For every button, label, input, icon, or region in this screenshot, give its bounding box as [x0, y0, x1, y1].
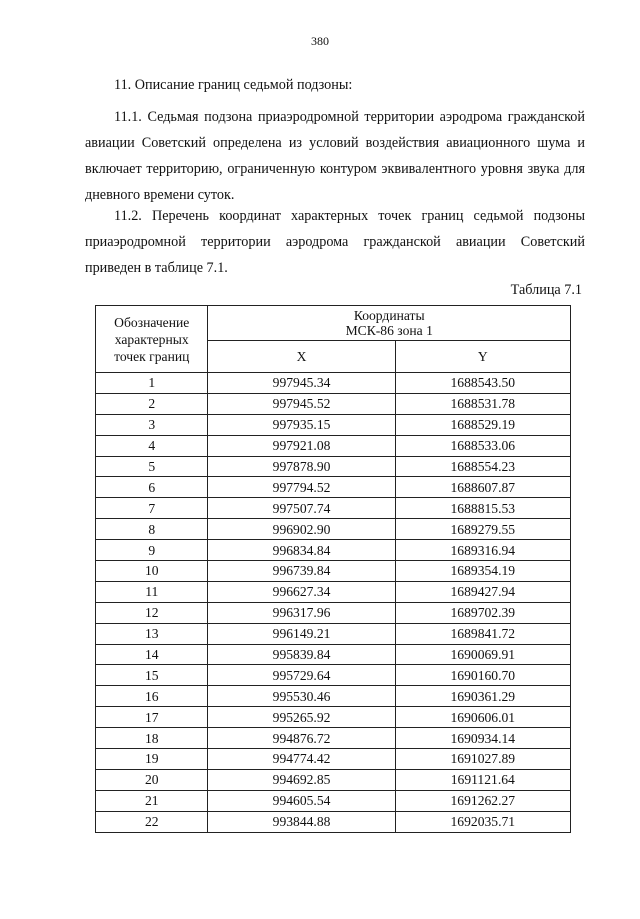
- table-row: [96, 498, 571, 519]
- coord-x: 997935.15: [208, 414, 395, 435]
- coord-x: 995839.84: [208, 644, 395, 665]
- coord-x: 997507.74: [208, 498, 395, 519]
- point-number: 10: [96, 561, 208, 582]
- point-number: 20: [96, 769, 208, 790]
- coordinates-table: [95, 305, 571, 833]
- point-number: 1: [96, 373, 208, 394]
- point-number: 17: [96, 707, 208, 728]
- coord-x: 994774.42: [208, 749, 395, 770]
- coord-y: 1688815.53: [395, 498, 570, 519]
- point-number: 18: [96, 728, 208, 749]
- coord-y: 1691121.64: [395, 769, 570, 790]
- table-row: [96, 435, 571, 456]
- coord-y: 1689279.55: [395, 519, 570, 540]
- paragraph-11-1: 11.1. Седьмая подзона приаэродромной территории аэродрома гражданской авиации Советский определена из условий воздействия авиационного шума и включает территорию, ограниченную контуром эквивалентного уровня звука для дневного времени суток.: [85, 109, 585, 203]
- coord-x: 997921.08: [208, 435, 395, 456]
- coord-x: 997794.52: [208, 477, 395, 498]
- header-coordinates: Координаты МСК-86 зона 1: [208, 306, 571, 341]
- coord-x: 997945.34: [208, 373, 395, 394]
- point-number: 16: [96, 686, 208, 707]
- coord-x: 996627.34: [208, 581, 395, 602]
- coord-y: 1692035.71: [395, 811, 570, 832]
- coord-x: 996834.84: [208, 540, 395, 561]
- coord-x: 994876.72: [208, 728, 395, 749]
- coord-x: 994692.85: [208, 769, 395, 790]
- table-caption: Таблица 7.1: [510, 282, 582, 298]
- coord-y: 1690361.29: [395, 686, 570, 707]
- header-x: X: [208, 341, 395, 373]
- table-row: [96, 811, 571, 832]
- table-row: [96, 707, 571, 728]
- coord-x: 996317.96: [208, 602, 395, 623]
- coord-y: 1690069.91: [395, 644, 570, 665]
- table-row: [96, 581, 571, 602]
- point-number: 15: [96, 665, 208, 686]
- point-number: 11: [96, 581, 208, 602]
- coord-x: 994605.54: [208, 790, 395, 811]
- table-row: [96, 373, 571, 394]
- coord-y: 1690606.01: [395, 707, 570, 728]
- point-number: 5: [96, 456, 208, 477]
- point-number: 6: [96, 477, 208, 498]
- table-row: [96, 456, 571, 477]
- point-number: 3: [96, 414, 208, 435]
- table-row: [96, 519, 571, 540]
- coord-x: 995265.92: [208, 707, 395, 728]
- coord-y: 1691262.27: [395, 790, 570, 811]
- coord-x: 995530.46: [208, 686, 395, 707]
- coord-y: 1688531.78: [395, 393, 570, 414]
- table-body: [96, 373, 571, 833]
- point-number: 2: [96, 393, 208, 414]
- coord-y: 1689354.19: [395, 561, 570, 582]
- coord-y: 1690160.70: [395, 665, 570, 686]
- table-row: [96, 414, 571, 435]
- header-point-designation: Обозначение характерных точек границ: [96, 306, 208, 373]
- table-row: [96, 790, 571, 811]
- point-number: 21: [96, 790, 208, 811]
- coord-y: 1689316.94: [395, 540, 570, 561]
- coord-y: 1688554.23: [395, 456, 570, 477]
- coord-y: 1691027.89: [395, 749, 570, 770]
- coord-y: 1688529.19: [395, 414, 570, 435]
- point-number: 8: [96, 519, 208, 540]
- point-number: 12: [96, 602, 208, 623]
- coord-x: 997945.52: [208, 393, 395, 414]
- coord-y: 1689702.39: [395, 602, 570, 623]
- coord-x: 996739.84: [208, 561, 395, 582]
- point-number: 13: [96, 623, 208, 644]
- coord-x: 997878.90: [208, 456, 395, 477]
- table-row: [96, 477, 571, 498]
- point-number: 14: [96, 644, 208, 665]
- paragraph-11-2: 11.2. Перечень координат характерных точек границ седьмой подзоны приаэродромной территории аэродрома гражданской авиации Советский приведен в таблице 7.1.: [85, 208, 585, 276]
- table-row: [96, 769, 571, 790]
- table-row: [96, 728, 571, 749]
- table-row: [96, 393, 571, 414]
- coord-x: 995729.64: [208, 665, 395, 686]
- coord-x: 993844.88: [208, 811, 395, 832]
- point-number: 4: [96, 435, 208, 456]
- table-row: [96, 540, 571, 561]
- coord-y: 1688533.06: [395, 435, 570, 456]
- table-row: [96, 561, 571, 582]
- coord-y: 1689427.94: [395, 581, 570, 602]
- coord-y: 1688543.50: [395, 373, 570, 394]
- header-y: Y: [395, 341, 570, 373]
- point-number: 9: [96, 540, 208, 561]
- point-number: 19: [96, 749, 208, 770]
- section-heading: 11. Описание границ седьмой подзоны:: [114, 77, 353, 93]
- coord-x: 996149.21: [208, 623, 395, 644]
- coord-y: 1690934.14: [395, 728, 570, 749]
- point-number: 22: [96, 811, 208, 832]
- coord-y: 1689841.72: [395, 623, 570, 644]
- table-row: [96, 623, 571, 644]
- point-number: 7: [96, 498, 208, 519]
- table-row: [96, 665, 571, 686]
- table-row: [96, 686, 571, 707]
- table-row: [96, 644, 571, 665]
- coord-y: 1688607.87: [395, 477, 570, 498]
- page-number: 380: [311, 34, 329, 48]
- table-row: [96, 749, 571, 770]
- table-row: [96, 602, 571, 623]
- coord-x: 996902.90: [208, 519, 395, 540]
